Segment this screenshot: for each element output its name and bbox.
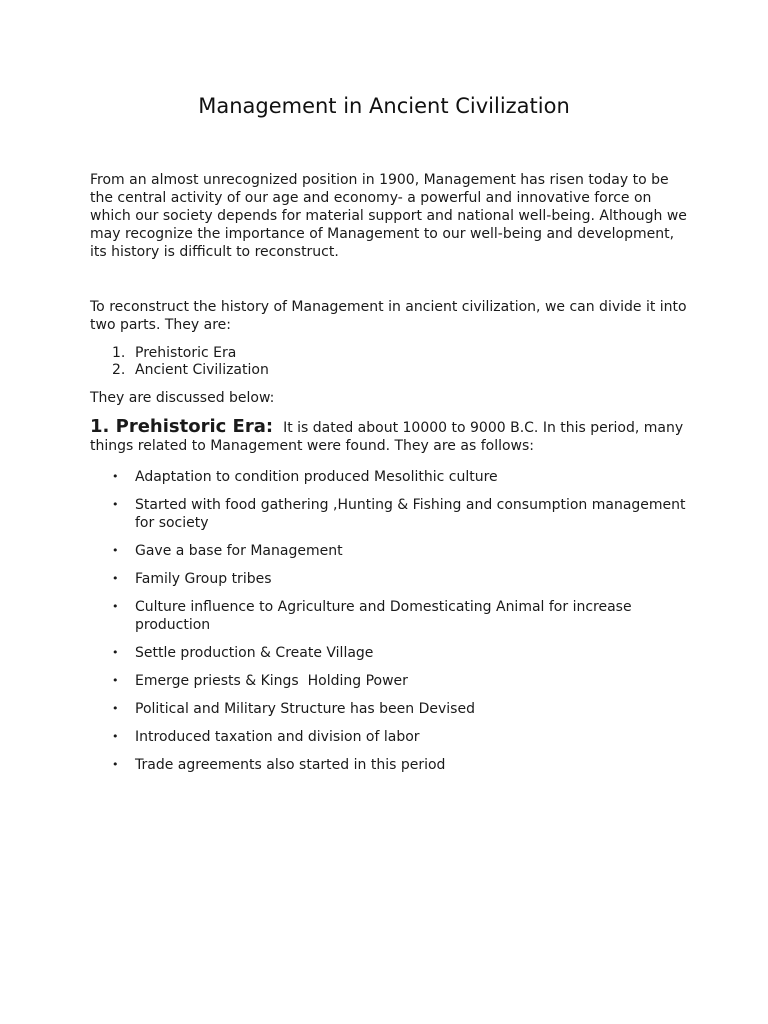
bullet-icon: •: [112, 646, 119, 659]
list-item-text: Introduced taxation and division of labor: [135, 729, 420, 745]
list-item: [90, 700, 690, 718]
list-item-text: Settle production & Create Village: [135, 645, 374, 661]
list-item-text: Ancient Civilization: [135, 362, 269, 378]
list-number: 1.: [112, 345, 126, 361]
parts-numbered-list: [90, 345, 269, 379]
list-item-text: Culture influence to Agriculture and Domesticating Animal for increase production: [135, 599, 632, 633]
list-item: [90, 496, 690, 532]
list-item: [90, 570, 690, 588]
list-item-text: Adaptation to condition produced Mesolithic culture: [135, 469, 498, 485]
bullet-icon: •: [112, 498, 119, 511]
bullet-icon: •: [112, 572, 119, 585]
document-title: Management in Ancient Civilization: [198, 94, 570, 118]
section-text: It is dated about 10000 to 9000 B.C. In this period, many things related to Management were found. They are as follows:: [90, 420, 684, 454]
bullet-icon: •: [112, 674, 119, 687]
list-item-text: Prehistoric Era: [135, 345, 237, 361]
numbered-list-item: [90, 362, 269, 379]
bullet-icon: •: [112, 702, 119, 715]
list-item: [90, 644, 690, 662]
prehistoric-bullet-list: [90, 468, 690, 784]
list-item-text: Started with food gathering ,Hunting & Fishing and consumption management for society: [135, 497, 686, 531]
list-item: [90, 468, 690, 486]
list-item-text: Political and Military Structure has been Devised: [135, 701, 475, 717]
prehistoric-era-section: [90, 418, 690, 455]
list-item-text: Emerge priests & Kings Holding Power: [135, 673, 408, 689]
list-item: [90, 672, 690, 690]
list-number: 2.: [112, 362, 126, 378]
discussed-paragraph: They are discussed below:: [90, 390, 275, 406]
bullet-icon: •: [112, 544, 119, 557]
list-item: [90, 756, 690, 774]
bullet-icon: •: [112, 600, 119, 613]
section-heading: 1. Prehistoric Era:: [90, 416, 274, 437]
list-item-text: Family Group tribes: [135, 571, 272, 587]
list-item: [90, 598, 690, 634]
list-item-text: Trade agreements also started in this period: [135, 757, 446, 773]
intro-paragraph: From an almost unrecognized position in 1900, Management has risen today to be the central activity of our age and economy- a powerful and innovative force on which our society depends for material support and national well-being. Although we may recognize the importance of Management to our well-being and development, its history is difficult to reconstruct.: [90, 172, 687, 260]
list-item-text: Gave a base for Management: [135, 543, 343, 559]
numbered-list-item: [90, 345, 269, 362]
bullet-icon: •: [112, 758, 119, 771]
list-item: [90, 542, 690, 560]
bullet-icon: •: [112, 730, 119, 743]
bullet-icon: •: [112, 470, 119, 483]
list-item: [90, 728, 690, 746]
reconstruct-paragraph: To reconstruct the history of Management in ancient civilization, we can divide it into two parts. They are:: [90, 299, 687, 333]
